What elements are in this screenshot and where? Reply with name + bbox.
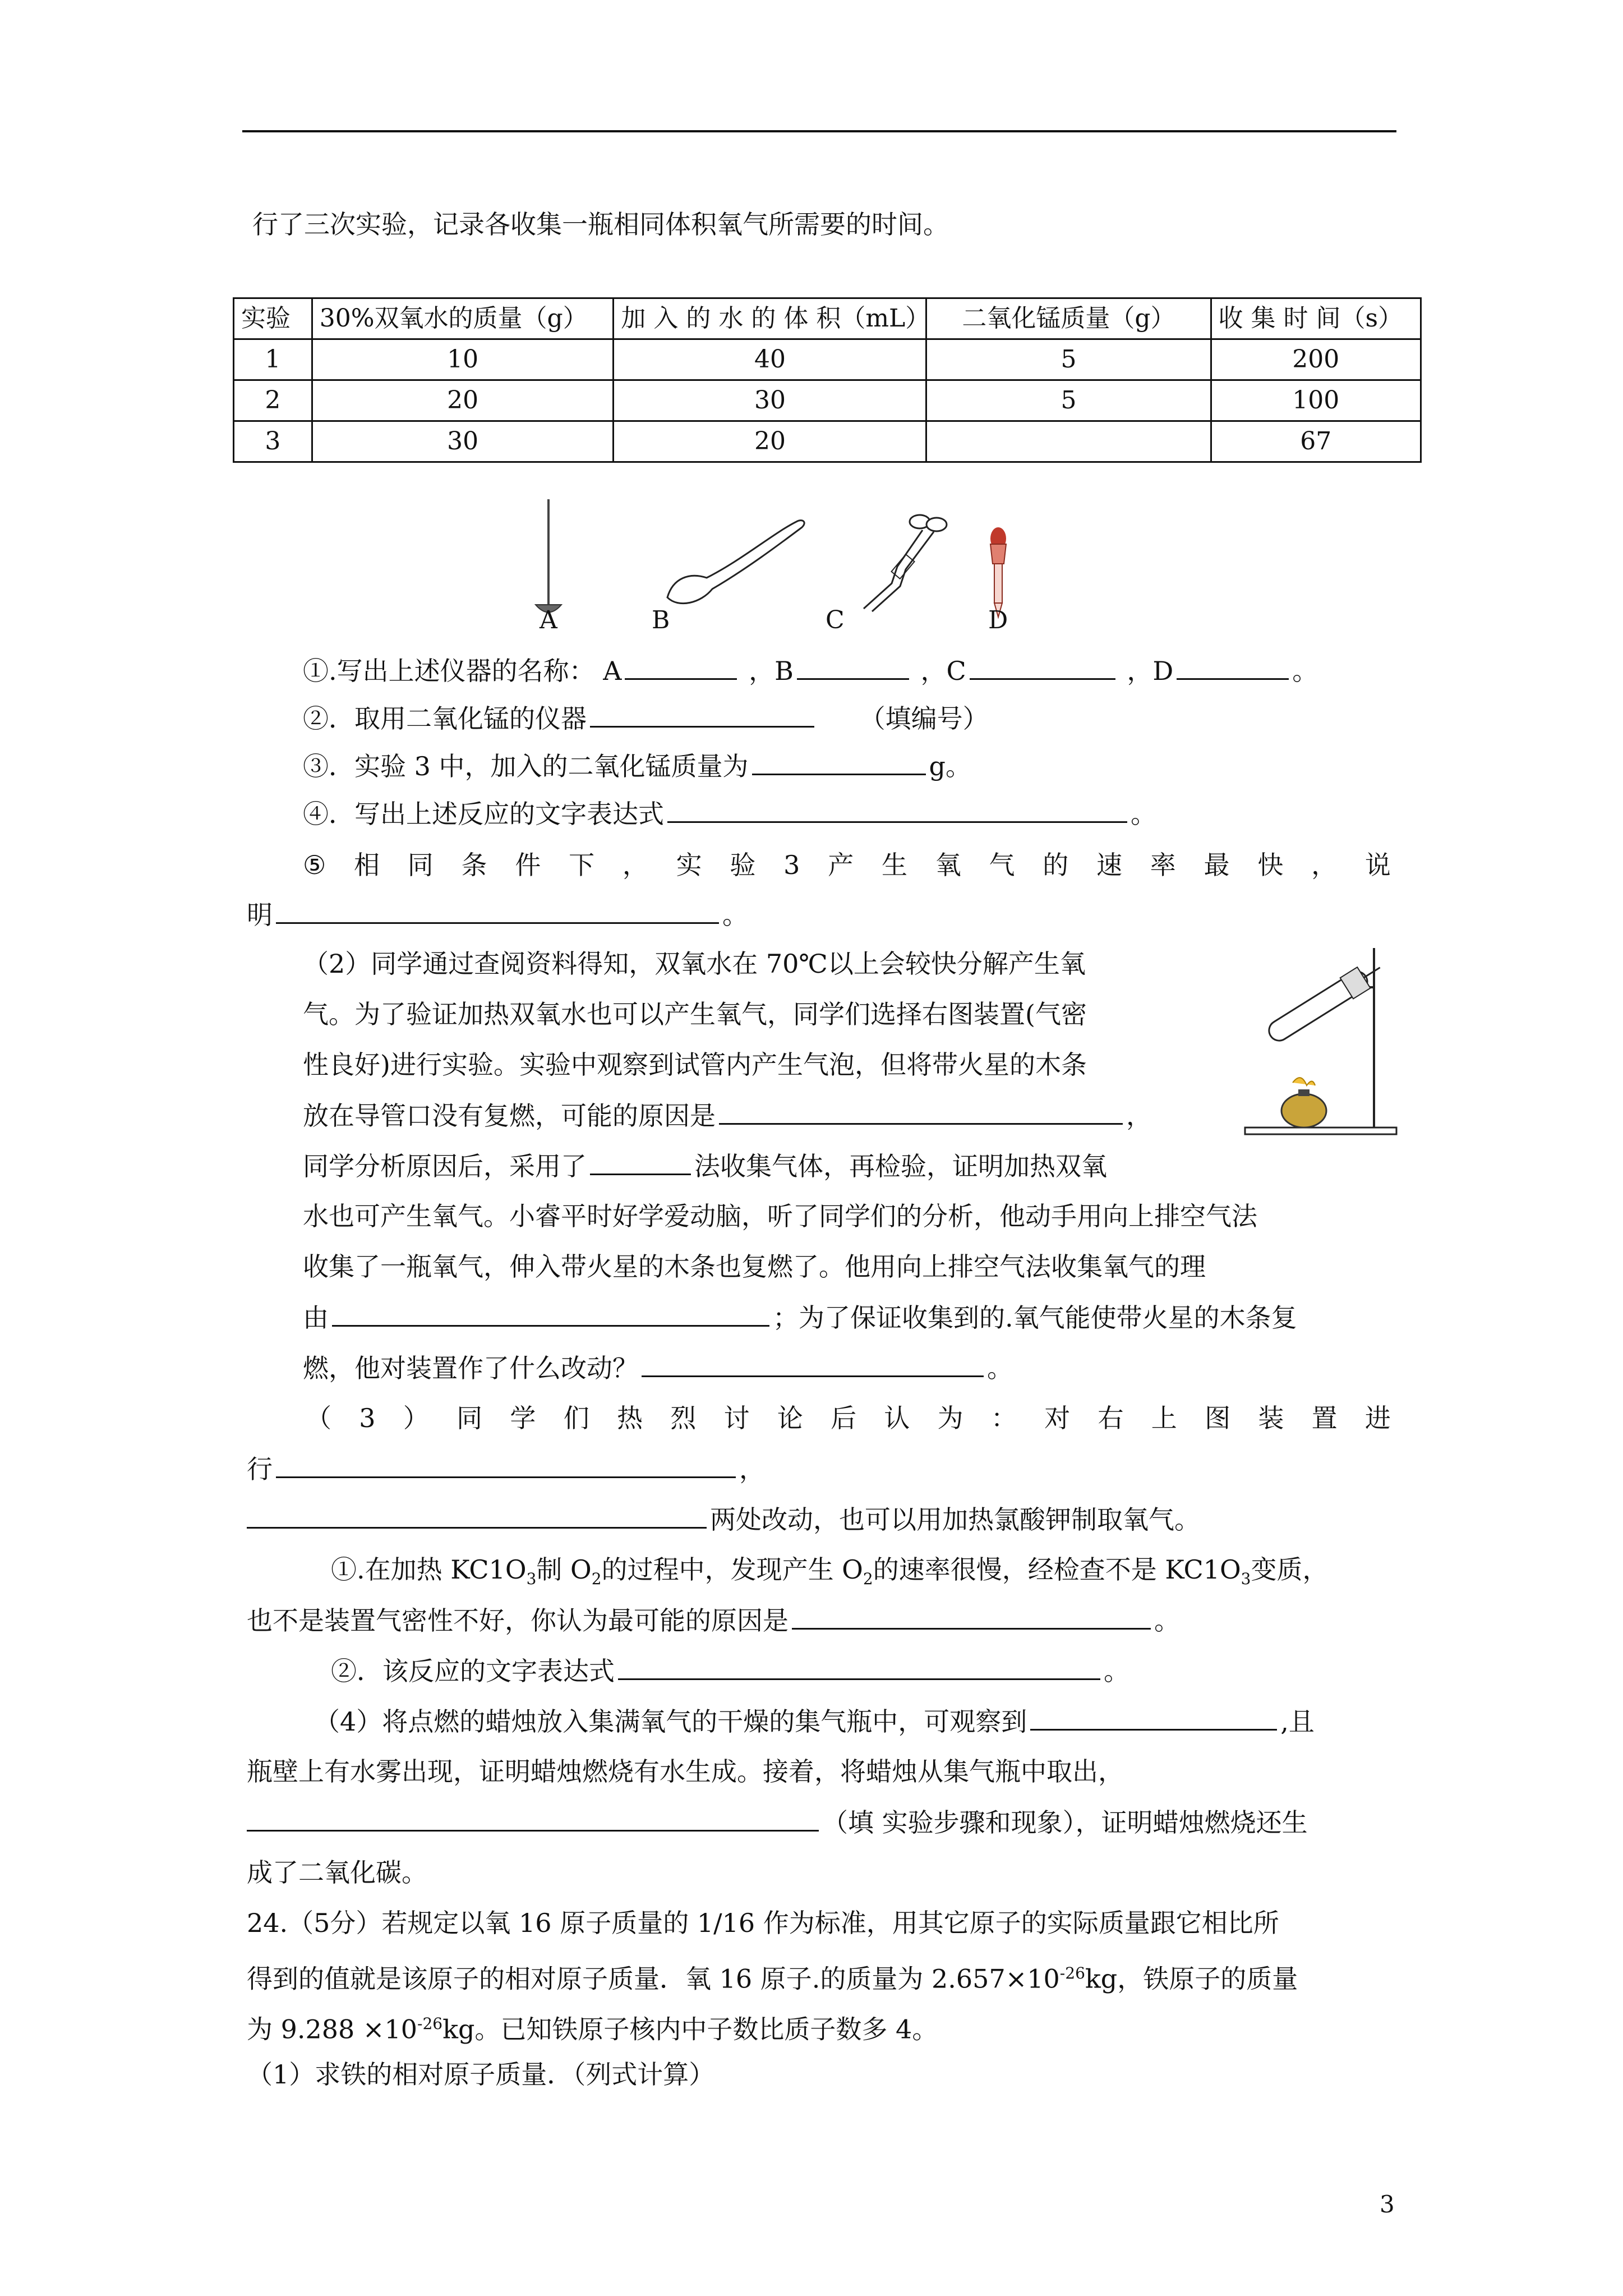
table-cell: 2 xyxy=(234,380,312,421)
table-cell: 30 xyxy=(312,421,614,462)
q24-text: 得到的值就是该原子的相对原子质量．氧 16 原子.的质量为 2.657×10 xyxy=(247,1963,1060,1994)
table-cell: 100 xyxy=(1211,380,1421,421)
part2-text: 法收集气体，再检验，证明加热双氧 xyxy=(694,1151,1107,1181)
table-header-cell: 30%双氧水的质量（g） xyxy=(312,298,614,339)
char: 对 xyxy=(1044,1403,1071,1433)
part2-line2: 气。为了验证加热双氧水也可以产生氧气，同学们选择右图装置(气密 xyxy=(303,999,1087,1029)
answer-blank[interactable] xyxy=(792,1603,1151,1630)
table-header-cell: 收 集 时 间（s） xyxy=(1211,298,1421,339)
table-cell: 5 xyxy=(926,339,1211,380)
char: 条 xyxy=(461,850,487,880)
subscript: 2 xyxy=(591,1570,602,1589)
q24-text: kg，铁原子的质量 xyxy=(1085,1963,1298,1994)
question-2-note: （填编号） xyxy=(859,703,989,734)
answer-blank[interactable] xyxy=(642,1351,984,1377)
answer-blank[interactable] xyxy=(590,1149,691,1175)
table-cell: 20 xyxy=(312,380,614,421)
table-cell: 5 xyxy=(926,380,1211,421)
subscript: 3 xyxy=(1241,1570,1251,1589)
alcohol-lamp-icon xyxy=(1281,1078,1326,1128)
char: 最 xyxy=(1204,850,1230,880)
table-header-cell: 加 入 的 水 的 体 积（mL） xyxy=(614,298,926,339)
q24-subquestion-1: （1）求铁的相对原子质量．（列式计算） xyxy=(247,2059,715,2090)
question-2-text: ②．取用二氧化锰的仪器 xyxy=(303,703,587,734)
part3-text: 行 xyxy=(247,1454,273,1484)
part2-line9 xyxy=(303,1351,1013,1385)
char: 速 xyxy=(1096,850,1123,880)
char: 快 xyxy=(1257,850,1284,880)
char: 右 xyxy=(1098,1403,1124,1433)
label-b: ，B xyxy=(749,656,794,686)
question-1-text: ①.写出上述仪器的名称： xyxy=(303,656,595,686)
combustion-spoon-icon xyxy=(536,499,561,613)
test-tube-icon xyxy=(1264,957,1386,1046)
char: 论 xyxy=(777,1403,803,1433)
table-cell: 1 xyxy=(234,339,312,380)
answer-blank[interactable] xyxy=(332,1300,769,1327)
char: 认 xyxy=(884,1403,910,1433)
char: （ xyxy=(306,1403,331,1433)
char: ， xyxy=(1311,850,1338,880)
answer-blank[interactable] xyxy=(618,1654,1100,1680)
char: 生 xyxy=(881,850,907,880)
part4-line2: 瓶壁上有水雾出现，证明蜡烛燃烧有水生成。接着，将蜡烛从集气瓶中取出， xyxy=(247,1756,1124,1787)
char: 热 xyxy=(616,1403,643,1433)
header-rule xyxy=(242,130,1396,132)
char: 为 xyxy=(937,1403,963,1433)
char: 同 xyxy=(407,850,434,880)
answer-blank[interactable] xyxy=(719,1098,1123,1125)
table-cell: 20 xyxy=(614,421,926,462)
heating-apparatus-figure xyxy=(1239,942,1408,1144)
char: 图 xyxy=(1205,1403,1231,1433)
part4-text: ,且 xyxy=(1280,1706,1315,1737)
part3-question1-line2 xyxy=(247,1603,1180,1637)
part3-text: 也不是装置气密性不好，你认为最可能的原因是 xyxy=(247,1605,789,1636)
char: 进 xyxy=(1364,1403,1391,1433)
answer-blank[interactable] xyxy=(797,654,909,680)
table-cell: 200 xyxy=(1211,339,1421,380)
part3-line3 xyxy=(247,1502,1200,1536)
char: 上 xyxy=(1151,1403,1177,1433)
part4-line4: 成了二氧化碳。 xyxy=(247,1857,427,1888)
instruments-figure xyxy=(505,499,1066,645)
char: 学 xyxy=(510,1403,536,1433)
part2-line7: 收集了一瓶氧气，伸入带火星的木条也复燃了。他用向上排空气法收集氧气的理 xyxy=(303,1251,1206,1282)
char: 置 xyxy=(1311,1403,1338,1433)
part3-text: ②．该反应的文字表达式 xyxy=(331,1656,615,1686)
label-a: A xyxy=(603,656,622,686)
answer-blank[interactable] xyxy=(1030,1704,1277,1731)
instrument-label-b: B xyxy=(652,606,670,634)
period: 。 xyxy=(722,900,748,930)
part4-line3 xyxy=(247,1805,1308,1839)
char: 件 xyxy=(515,850,541,880)
table-cell: 67 xyxy=(1211,421,1421,462)
answer-blank[interactable] xyxy=(667,797,1127,823)
part2-line5 xyxy=(303,1149,1107,1183)
char: 产 xyxy=(828,850,854,880)
q24-line3 xyxy=(247,2007,938,2046)
part2-line8 xyxy=(303,1300,1297,1335)
part3-text: 的速率很慢，经检查不是 KC1O xyxy=(873,1554,1241,1585)
q24-line1: 24.（5分）若规定以氧 16 原子质量的 1/16 作为标准，用其它原子的实际质量跟它相比所 xyxy=(247,1908,1279,1938)
table-cell: 40 xyxy=(614,339,926,380)
tongs-icon xyxy=(864,515,947,611)
instrument-label-a: A xyxy=(540,606,557,634)
part3-line1 xyxy=(306,1401,1391,1435)
dropper-icon xyxy=(990,527,1006,617)
answer-blank[interactable] xyxy=(276,1452,736,1478)
part2-line6: 水也可产生氧气。小睿平时好学爱动脑，听了同学们的分析，他动手用向上排空气法 xyxy=(303,1201,1257,1231)
char: ） xyxy=(403,1403,429,1433)
period: 。 xyxy=(1104,1656,1129,1686)
answer-blank[interactable] xyxy=(276,898,719,924)
intro-text: 行了三次实验，记录各收集一瓶相同体积氧气所需要的时间。 xyxy=(252,209,949,240)
answer-blank[interactable] xyxy=(625,654,737,680)
part2-line1: （2）同学通过查阅资料得知，双氧水在 70℃以上会较快分解产生氧 xyxy=(303,949,1086,979)
char: 说 xyxy=(1364,850,1391,880)
part3-question1-line1 xyxy=(331,1553,1329,1596)
part2-text: 由 xyxy=(303,1303,329,1333)
part2-text: 燃，他对装置作了什么改动？ xyxy=(303,1353,638,1383)
exponent: -26 xyxy=(1059,1964,1085,1982)
table-row xyxy=(234,380,1421,421)
medicine-spoon-icon xyxy=(667,521,804,604)
answer-blank[interactable] xyxy=(1177,654,1289,680)
period: 。 xyxy=(1292,656,1318,686)
char: 验 xyxy=(730,850,756,880)
part2-line3: 性良好)进行实验。实验中观察到试管内产生气泡，但将带火星的木条 xyxy=(303,1050,1087,1080)
question-5-line1 xyxy=(303,848,1391,882)
table-cell xyxy=(926,421,1211,462)
table-cell: 30 xyxy=(614,380,926,421)
char: 讨 xyxy=(723,1403,750,1433)
part2-text: 放在导管口没有复燃，可能的原因是 xyxy=(303,1101,716,1131)
part4-text: （4）将点燃的蜡烛放入集满氧气的干燥的集气瓶中，可观察到 xyxy=(314,1706,1027,1737)
table-header-cell: 二氧化锰质量（g） xyxy=(926,298,1211,339)
table-row xyxy=(234,421,1421,462)
char: 下 xyxy=(569,850,595,880)
part3-text: 制 O xyxy=(536,1554,592,1585)
question-4-text: ④．写出上述反应的文字表达式 xyxy=(303,799,664,829)
part2-text: 同学分析原因后，采用了 xyxy=(303,1151,587,1181)
char: 氧 xyxy=(935,850,961,880)
answer-blank[interactable] xyxy=(247,1502,707,1529)
char: 后 xyxy=(831,1403,857,1433)
char: 同 xyxy=(457,1403,483,1433)
table-row xyxy=(234,339,1421,380)
char: 烈 xyxy=(670,1403,697,1433)
subscript: 2 xyxy=(863,1570,873,1589)
question-4 xyxy=(303,797,1156,831)
instrument-label-c: C xyxy=(826,606,845,634)
part2-line4 xyxy=(303,1098,1152,1133)
table-header-row xyxy=(234,298,1421,339)
part3-text: 变质， xyxy=(1251,1554,1329,1585)
question-1 xyxy=(303,654,1318,688)
part3-text: 的过程中，发现产生 O xyxy=(601,1554,863,1585)
char: 3 xyxy=(783,850,800,880)
table-cell: 10 xyxy=(312,339,614,380)
part3-text: 两处改动，也可以用加热氯酸钾制取氧气。 xyxy=(710,1504,1200,1535)
subscript: 3 xyxy=(526,1570,537,1589)
question-3-text: ③．实验 3 中，加入的二氧化锰质量为 xyxy=(303,751,749,781)
part4-text: （填 实验步骤和现象），证明蜡烛燃烧还生 xyxy=(822,1807,1308,1838)
part3-question2 xyxy=(331,1654,1129,1688)
answer-blank[interactable] xyxy=(752,749,926,775)
question-3-unit: g。 xyxy=(929,751,971,781)
period: 。 xyxy=(987,1353,1013,1383)
period: 。 xyxy=(1154,1605,1180,1636)
comma: ， xyxy=(739,1454,765,1484)
question-3 xyxy=(303,749,971,783)
page-number: 3 xyxy=(1380,2191,1395,2218)
question-2 xyxy=(303,701,989,735)
q24-line2 xyxy=(247,1957,1298,1995)
question-5-line2 xyxy=(247,898,748,932)
char: ， xyxy=(622,850,648,880)
char: ⑤ xyxy=(303,850,326,880)
instrument-label-d: D xyxy=(988,606,1008,634)
part3-text: ①.在加热 KC1O xyxy=(331,1554,527,1585)
label-c: ，C xyxy=(920,656,966,686)
table-cell: 3 xyxy=(234,421,312,462)
answer-blank[interactable] xyxy=(590,701,814,728)
char: 相 xyxy=(354,850,380,880)
part3-line2 xyxy=(247,1452,765,1486)
stand-base xyxy=(1245,1128,1396,1134)
char: 气 xyxy=(989,850,1015,880)
q24-text: kg。已知铁原子核内中子数比质子数多 4。 xyxy=(442,2014,938,2045)
char: 装 xyxy=(1258,1403,1284,1433)
experiment-table xyxy=(233,297,1422,463)
answer-blank[interactable] xyxy=(247,1805,819,1832)
comma: ， xyxy=(1126,1101,1152,1131)
char: 的 xyxy=(1043,850,1069,880)
exponent: -26 xyxy=(417,2014,443,2033)
char: ： xyxy=(990,1403,1017,1433)
part4-line1 xyxy=(314,1704,1315,1738)
char: 率 xyxy=(1150,850,1176,880)
question-5-text: 明 xyxy=(247,900,273,930)
period: 。 xyxy=(1131,799,1156,829)
answer-blank[interactable] xyxy=(970,654,1115,680)
label-d: ，D xyxy=(1127,656,1174,686)
char: 实 xyxy=(676,850,702,880)
table-header-cell: 实验 xyxy=(234,298,312,339)
q24-text: 为 9.288 ×10 xyxy=(247,2014,418,2045)
char: 们 xyxy=(563,1403,589,1433)
part2-text: ；为了保证收集到的.氧气能使带火星的木条复 xyxy=(773,1303,1297,1333)
char: 3 xyxy=(359,1403,376,1433)
